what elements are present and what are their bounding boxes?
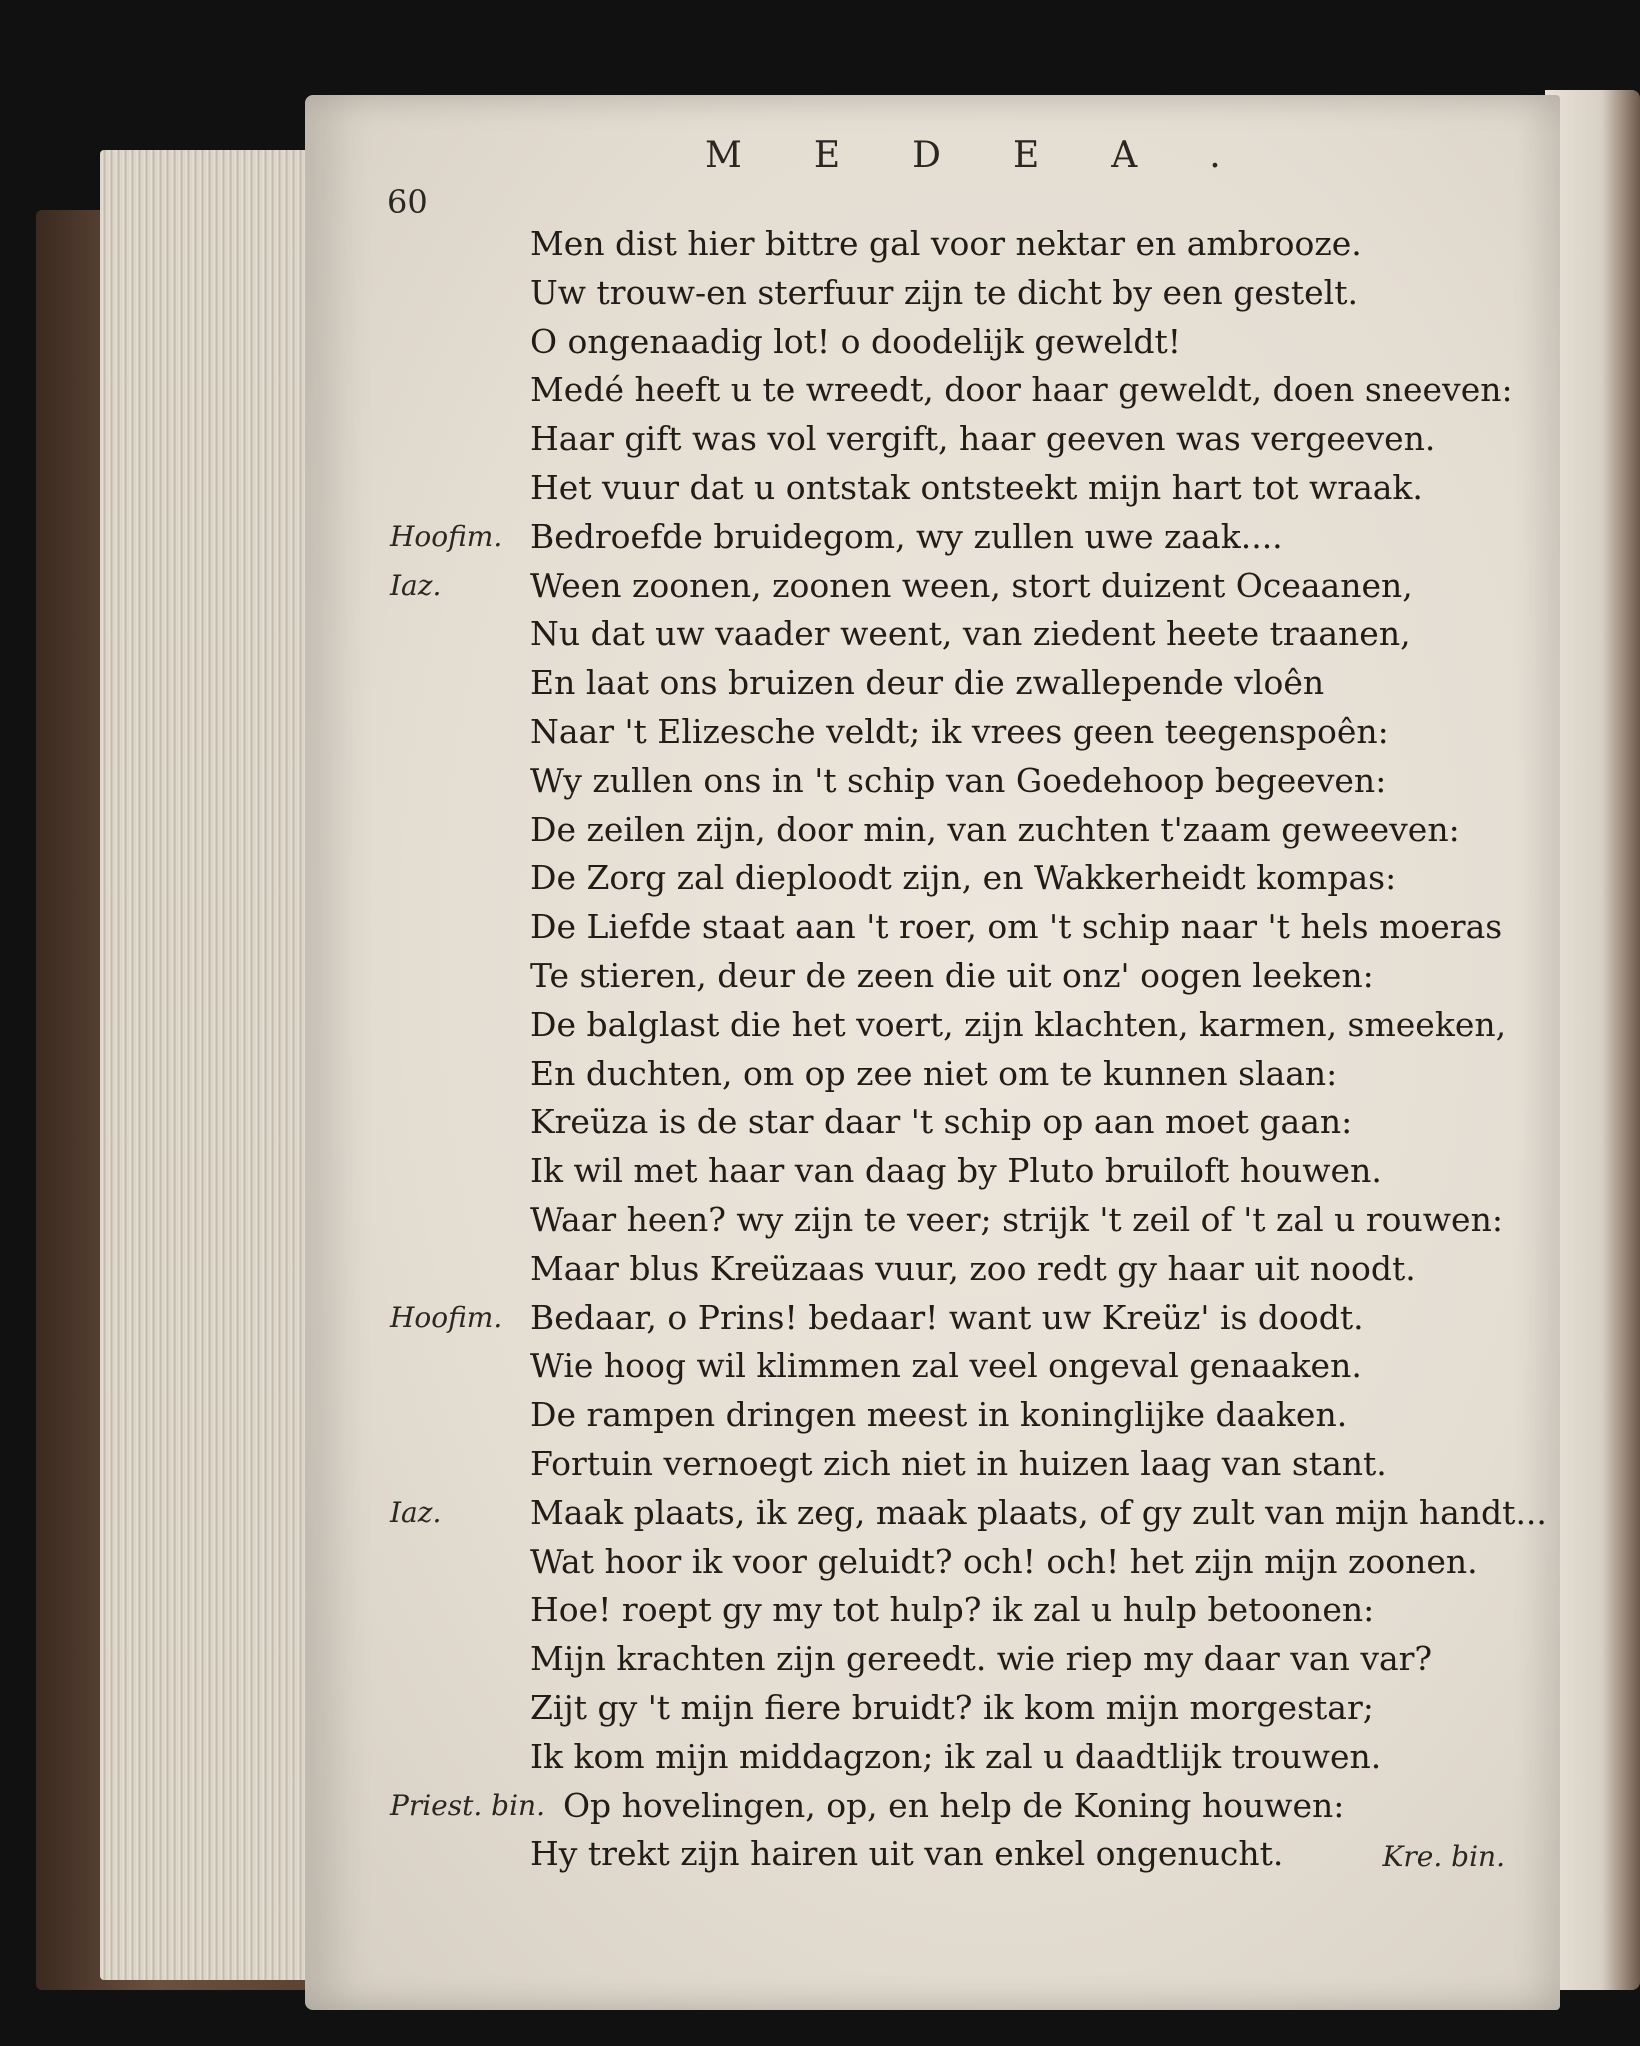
- verse-line: [390, 366, 1540, 415]
- verse-text: Medé heeft u te wreedt, door haar geweldt, doen sneeven:: [530, 370, 1513, 410]
- verse-line: [390, 1830, 1540, 1879]
- verse-line: [390, 708, 1540, 757]
- verse-line: [390, 1342, 1540, 1391]
- verse-text: En laat ons bruizen deur die zwallepende vloên: [530, 663, 1325, 703]
- verse-text: Bedaar, o Prins! bedaar! want uw Kreüz' is doodt.: [530, 1297, 1364, 1337]
- verse-text: Het vuur dat u ontstak ontsteekt mijn hart tot wraak.: [530, 467, 1423, 507]
- verse-text: Ween zoonen, zoonen ween, stort duizent Oceaanen,: [530, 565, 1413, 605]
- verse-text: Uw trouw-en sterfuur zijn te dicht by een gestelt.: [530, 272, 1358, 312]
- verse-line: [390, 1538, 1540, 1587]
- page-stack-edge: [100, 150, 340, 1980]
- catchword: Kre. bin.: [1382, 1840, 1505, 1873]
- verse-text: Kreüza is de star daar 't schip op aan moet gaan:: [530, 1102, 1353, 1142]
- page-number: 60: [387, 183, 428, 221]
- verse-text: Maak plaats, ik zeg, maak plaats, of gy zult van mijn handt...: [530, 1492, 1547, 1532]
- verse-line: [390, 952, 1540, 1001]
- verse-line: [390, 1391, 1540, 1440]
- verse-line: [390, 415, 1540, 464]
- verse-line: [390, 1245, 1540, 1294]
- verse-line: [390, 806, 1540, 855]
- verse-text: Ik wil met haar van daag by Pluto bruiloft houwen.: [530, 1151, 1382, 1191]
- verse-text: Te stieren, deur de zeen die uit onz' oogen leeken:: [530, 955, 1374, 995]
- verse-line: [390, 854, 1540, 903]
- verse-line: [390, 318, 1540, 367]
- verse-text: Men dist hier bittre gal voor nektar en ambrooze.: [530, 224, 1362, 263]
- verse-text: Ik kom mijn middagzon; ik zal u daadtlijk trouwen.: [530, 1736, 1382, 1776]
- verse-text: Zijt gy 't mijn fiere bruidt? ik kom mijn morgestar;: [530, 1687, 1374, 1727]
- verse-text: Fortuin vernoegt zich niet in huizen laag van stant.: [530, 1443, 1387, 1483]
- verse-line: [390, 610, 1540, 659]
- verse-line: [390, 659, 1540, 708]
- speaker-label: Iaz.: [390, 1495, 442, 1529]
- verse-line: [390, 269, 1540, 318]
- verse-text: De Zorg zal dieploodt zijn, en Wakkerheidt kompas:: [530, 858, 1397, 898]
- verse-text: De rampen dringen meest in koninglijke daaken.: [530, 1395, 1348, 1435]
- verse-line: [390, 1294, 1540, 1343]
- speaker-label: Priest. bin.: [390, 1788, 545, 1822]
- verse-line: [390, 513, 1540, 562]
- verse-text: Hy trekt zijn hairen uit van enkel ongenucht.: [530, 1834, 1284, 1874]
- speaker-label: Hoofim.: [390, 1300, 503, 1334]
- verse-text: Haar gift was vol vergift, haar geeven was vergeeven.: [530, 419, 1436, 459]
- speaker-label: Iaz.: [390, 568, 442, 602]
- verse-text: Wie hoog wil klimmen zal veel ongeval genaaken.: [530, 1346, 1362, 1386]
- verse-text: Wy zullen ons in 't schip van Goedehoop begeeven:: [530, 760, 1387, 800]
- verse-text: Naar 't Elizesche veldt; ik vrees geen teegenspoên:: [530, 711, 1389, 751]
- verse-text: Op hovelingen, op, en help de Koning houwen:: [562, 1785, 1345, 1825]
- verse-text: De zeilen zijn, door min, van zuchten t'zaam geweeven:: [530, 809, 1460, 849]
- verse-line: [390, 1050, 1540, 1099]
- verse-text: Bedroefde bruidegom, wy zullen uwe zaak....: [530, 516, 1283, 556]
- speaker-label: Hoofim.: [390, 519, 503, 553]
- book-page: [305, 95, 1560, 2010]
- verse-line: [390, 1098, 1540, 1147]
- verse-line: [390, 562, 1540, 611]
- verse-line: [390, 1440, 1540, 1489]
- verse-line: [390, 1489, 1547, 1538]
- verse-text: O ongenaadig lot! o doodelijk geweldt!: [530, 321, 1181, 361]
- verse-text: Wat hoor ik voor geluidt? och! och! het zijn mijn zoonen.: [530, 1541, 1478, 1581]
- verse-line: [390, 1001, 1540, 1050]
- verse-line: [390, 757, 1540, 806]
- verse-line: [390, 1635, 1540, 1684]
- running-title: MEDEA.: [705, 135, 1293, 176]
- verse-line: [390, 1733, 1540, 1782]
- verse-line: [390, 464, 1540, 513]
- verse-line: [390, 1196, 1540, 1245]
- verse-line: [390, 903, 1540, 952]
- verse-text: De Liefde staat aan 't roer, om 't schip naar 't hels moeras: [530, 907, 1503, 947]
- verse-text: Waar heen? wy zijn te veer; strijk 't zeil of 't zal u rouwen:: [530, 1199, 1503, 1239]
- verse-line: [390, 220, 1540, 269]
- verse-text: En duchten, om op zee niet om te kunnen slaan:: [530, 1053, 1338, 1093]
- verse-text: Nu dat uw vaader weent, van ziedent heete traanen,: [530, 614, 1411, 654]
- verse-text: De balglast die het voert, zijn klachten, karmen, smeeken,: [530, 1004, 1507, 1044]
- verse-lines: [390, 220, 1547, 1879]
- verse-text: Mijn krachten zijn gereedt. wie riep my daar van var?: [530, 1639, 1433, 1679]
- verse-line: [390, 1147, 1540, 1196]
- verse-text: Hoe! roept gy my tot hulp? ik zal u hulp betoonen:: [530, 1590, 1375, 1630]
- verse-line: [390, 1586, 1540, 1635]
- verse-text: Maar blus Kreüzaas vuur, zoo redt gy haar uit noodt.: [530, 1248, 1416, 1288]
- verse-line: [390, 1684, 1540, 1733]
- verse-line: [390, 1782, 1540, 1831]
